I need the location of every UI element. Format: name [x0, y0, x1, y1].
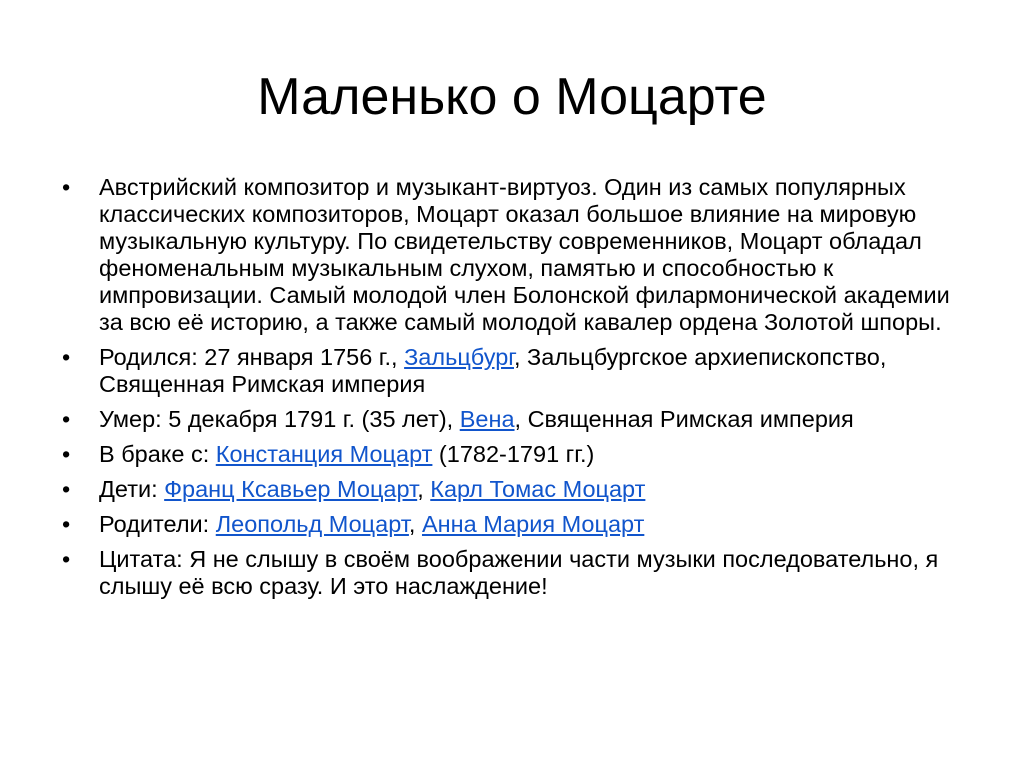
list-item-born — [62, 344, 972, 398]
list-item-children — [62, 476, 972, 503]
children-prefix: Дети: — [99, 476, 165, 502]
quote-text: Цитата: Я не слышу в своём воображении части музыки последовательно, я слышу её всю сразу. И это наслаждение! — [99, 546, 939, 599]
bullet-icon: • — [62, 174, 71, 200]
link-vienna[interactable]: Вена — [459, 406, 515, 432]
bullet-icon: • — [62, 546, 71, 572]
link-franz-xaver-mozart[interactable]: Франц Ксавьер Моцарт — [164, 476, 418, 502]
bullet-icon: • — [62, 476, 71, 502]
children-separator: , — [417, 476, 431, 502]
born-suffix: , Зальцбургское архиепископство, Священная Римская империя — [99, 344, 887, 397]
spouse-suffix: (1782-1791 гг.) — [432, 441, 595, 467]
spouse-prefix: В браке с: — [99, 441, 216, 467]
slide-title: Маленько о Моцарте — [257, 68, 767, 126]
list-item-quote — [62, 546, 972, 600]
link-leopold-mozart[interactable]: Леопольд Моцарт — [215, 511, 409, 537]
bullet-icon: • — [62, 511, 71, 537]
link-salzburg[interactable]: Зальцбург — [404, 344, 514, 370]
list-item-biography — [62, 174, 972, 336]
bullet-icon: • — [62, 441, 71, 467]
list-item-died — [62, 406, 972, 433]
parents-separator: , — [408, 511, 422, 537]
born-prefix: Родился: 27 января 1756 г., — [99, 344, 405, 370]
link-karl-thomas-mozart[interactable]: Карл Томас Моцарт — [430, 476, 646, 502]
biography-text: Австрийский композитор и музыкант-виртуоз. Один из самых популярных классических композиторов, Моцарт оказал большое влияние на мировую музыкальную культуру. По свидетельству современников, Моцарт обладал феноменальным музыкальным слухом, памятью и способностью к импровизации. Самый молодой член Болонской филармонической академии за всю её историю, а также самый молодой кавалер ордена Золотой шпоры. — [99, 174, 950, 335]
link-constanze-mozart[interactable]: Констанция Моцарт — [215, 441, 433, 467]
list-item-parents — [62, 511, 972, 538]
bullet-icon: • — [62, 406, 71, 432]
list-item-spouse — [62, 441, 972, 468]
link-anna-maria-mozart[interactable]: Анна Мария Моцарт — [421, 511, 645, 537]
died-suffix: , Священная Римская империя — [514, 406, 854, 432]
died-prefix: Умер: 5 декабря 1791 г. (35 лет), — [99, 406, 460, 432]
parents-prefix: Родители: — [99, 511, 216, 537]
bullet-icon: • — [62, 344, 71, 370]
bullet-list — [62, 174, 972, 608]
